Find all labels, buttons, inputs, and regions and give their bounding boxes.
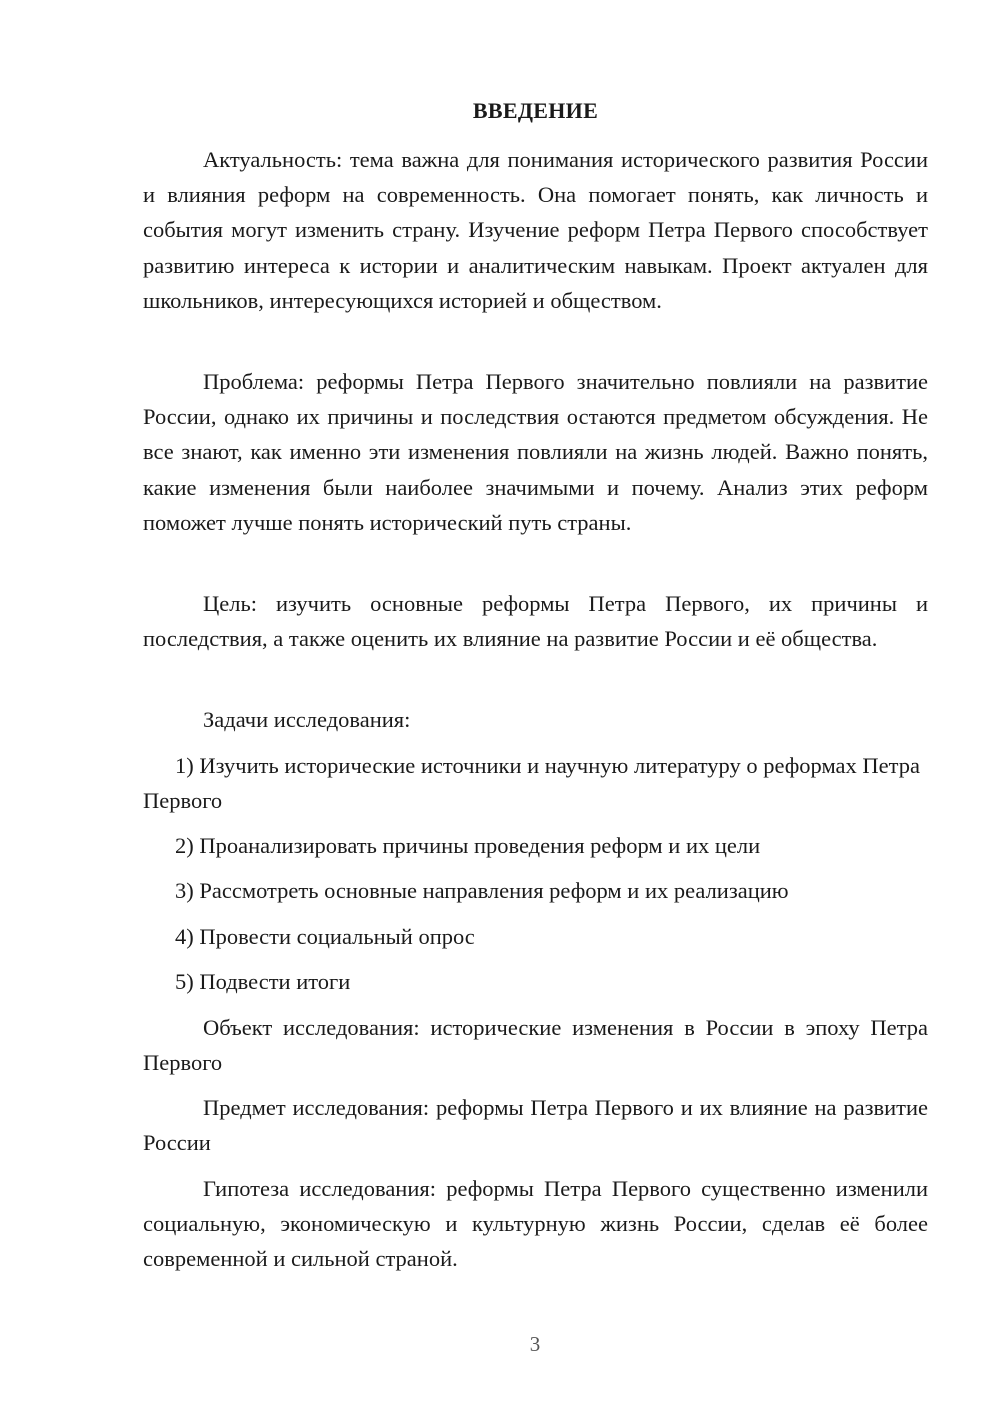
task-item-2: 2) Проанализировать причины проведения реформ и их цели: [175, 833, 761, 858]
task-item-1: 1) Изучить исторические источники и научную литературу о реформах Петра Первого: [143, 753, 920, 814]
task-item-5: 5) Подвести итоги: [175, 969, 351, 994]
object-paragraph: Объект исследования: исторические изменения в России в эпоху Петра Первого: [143, 1015, 928, 1076]
page-number: 3: [529, 1332, 541, 1356]
relevance-paragraph: Актуальность: тема важна для понимания исторического развития России и влияния реформ на современность. Она помогает понять, как личность и события могут изменить страну. Изучение реформ Петра Первого способствует развитию интереса к истории и аналитическим навыкам. Проект актуален для школьников, интересующихся историей и обществом.: [143, 147, 928, 313]
tasks-heading: Задачи исследования:: [203, 707, 411, 732]
subject-paragraph: Предмет исследования: реформы Петра Первого и их влияние на развитие России: [143, 1095, 928, 1156]
hypothesis-paragraph: Гипотеза исследования: реформы Петра Первого существенно изменили социальную, экономическую и культурную жизнь России, сделав её более современной и сильной страной.: [143, 1176, 928, 1272]
goal-paragraph: Цель: изучить основные реформы Петра Первого, их причины и последствия, а также оценить их влияние на развитие России и её общества.: [143, 591, 928, 652]
page-title: ВВЕДЕНИЕ: [472, 98, 599, 123]
task-item-3: 3) Рассмотреть основные направления реформ и их реализацию: [175, 878, 789, 903]
problem-paragraph: Проблема: реформы Петра Первого значительно повлияли на развитие России, однако их причины и последствия остаются предметом обсуждения. Не все знают, как именно эти изменения повлияли на жизнь людей. Важно понять, какие изменения были наиболее значимыми и почему. Анализ этих реформ поможет лучше понять исторический путь страны.: [143, 369, 928, 535]
task-item-4: 4) Провести социальный опрос: [175, 924, 475, 949]
